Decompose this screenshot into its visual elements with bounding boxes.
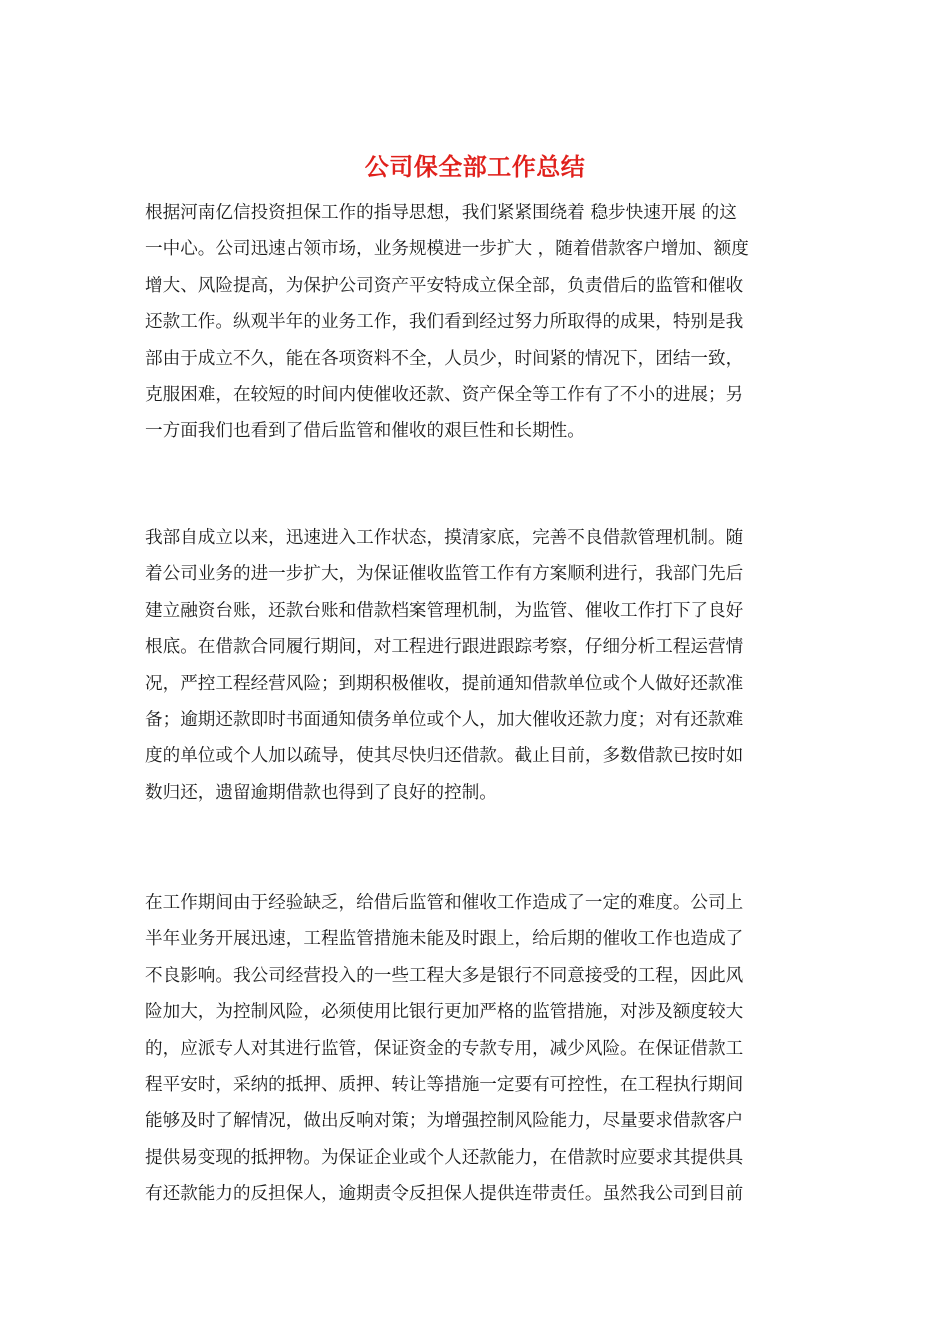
text-line: 提供易变现的抵押物。为保证企业或个人还款能力，在借款时应要求其提供具	[145, 1147, 744, 1168]
text-line: 的，应派专人对其进行监管，保证资金的专款专用，减少风险。在保证借款工	[145, 1038, 744, 1059]
text-line: 数归还，遗留逾期借款也得到了良好的控制。	[145, 782, 497, 803]
text-line: 根据河南亿信投资担保工作的指导思想，我们紧紧围绕着 稳步快速开展 的这	[145, 203, 737, 223]
text-line: 我部自成立以来，迅速进入工作状态，摸清家底，完善不良借款管理机制。随	[145, 528, 744, 548]
text-line: 增大、风险提高，为保护公司资产平安特成立保全部，负责借后的监管和催收	[145, 275, 744, 296]
text-line: 况，严控工程经营风险；到期积极催收，提前通知借款单位或个人做好还款准	[145, 673, 744, 694]
paragraph-2	[145, 520, 810, 811]
text-line: 不良影响。我公司经营投入的一些工程大多是银行不同意接受的工程，因此风	[145, 965, 744, 986]
text-line: 程平安时，采纳的抵押、质押、转让等措施一定要有可控性，在工程执行期间	[145, 1074, 744, 1095]
text-line: 一中心。公司迅速占领市场，业务规模进一步扩大 ，随着借款客户增加、额度	[145, 239, 749, 260]
text-line: 半年业务开展迅速，工程监管措施未能及时跟上，给后期的催收工作也造成了	[145, 929, 744, 950]
text-line: 有还款能力的反担保人，逾期责令反担保人提供连带责任。虽然我公司到目前	[145, 1184, 744, 1205]
text-line: 在工作期间由于经验缺乏，给借后监管和催收工作造成了一定的难度。公司上	[145, 893, 744, 913]
paragraph-3	[145, 885, 810, 1213]
text-line: 度的单位或个人加以疏导，使其尽快归还借款。截止目前，多数借款已按时如	[145, 746, 744, 767]
text-line: 一方面我们也看到了借后监管和催收的艰巨性和长期性。	[145, 421, 585, 442]
text-line: 建立融资台账，还款台账和借款档案管理机制，为监管、催收工作打下了良好	[145, 600, 744, 621]
text-line: 能够及时了解情况，做出反响对策；为增强控制风险能力，尽量要求借款客户	[145, 1111, 744, 1132]
text-line: 部由于成立不久，能在各项资料不全，人员少，时间紧的情况下，团结一致，	[145, 348, 744, 369]
text-line: 备；逾期还款即时书面通知债务单位或个人，加大催收还款力度；对有还款难	[145, 709, 744, 730]
text-line: 着公司业务的进一步扩大，为保证催收监管工作有方案顺利进行，我部门先后	[145, 564, 744, 585]
text-line: 克服困难，在较短的时间内使催收还款、资产保全等工作有了不小的进展；另	[145, 384, 744, 405]
text-line: 根底。在借款合同履行期间，对工程进行跟进跟踪考察，仔细分析工程运营情	[145, 637, 744, 658]
text-line: 险加大，为控制风险，必须使用比银行更加严格的监管措施，对涉及额度较大	[145, 1002, 744, 1023]
text-line: 还款工作。纵观半年的业务工作，我们看到经过努力所取得的成果，特别是我	[145, 312, 744, 333]
paragraph-1	[145, 195, 810, 450]
document-title: 公司保全部工作总结	[364, 152, 586, 181]
